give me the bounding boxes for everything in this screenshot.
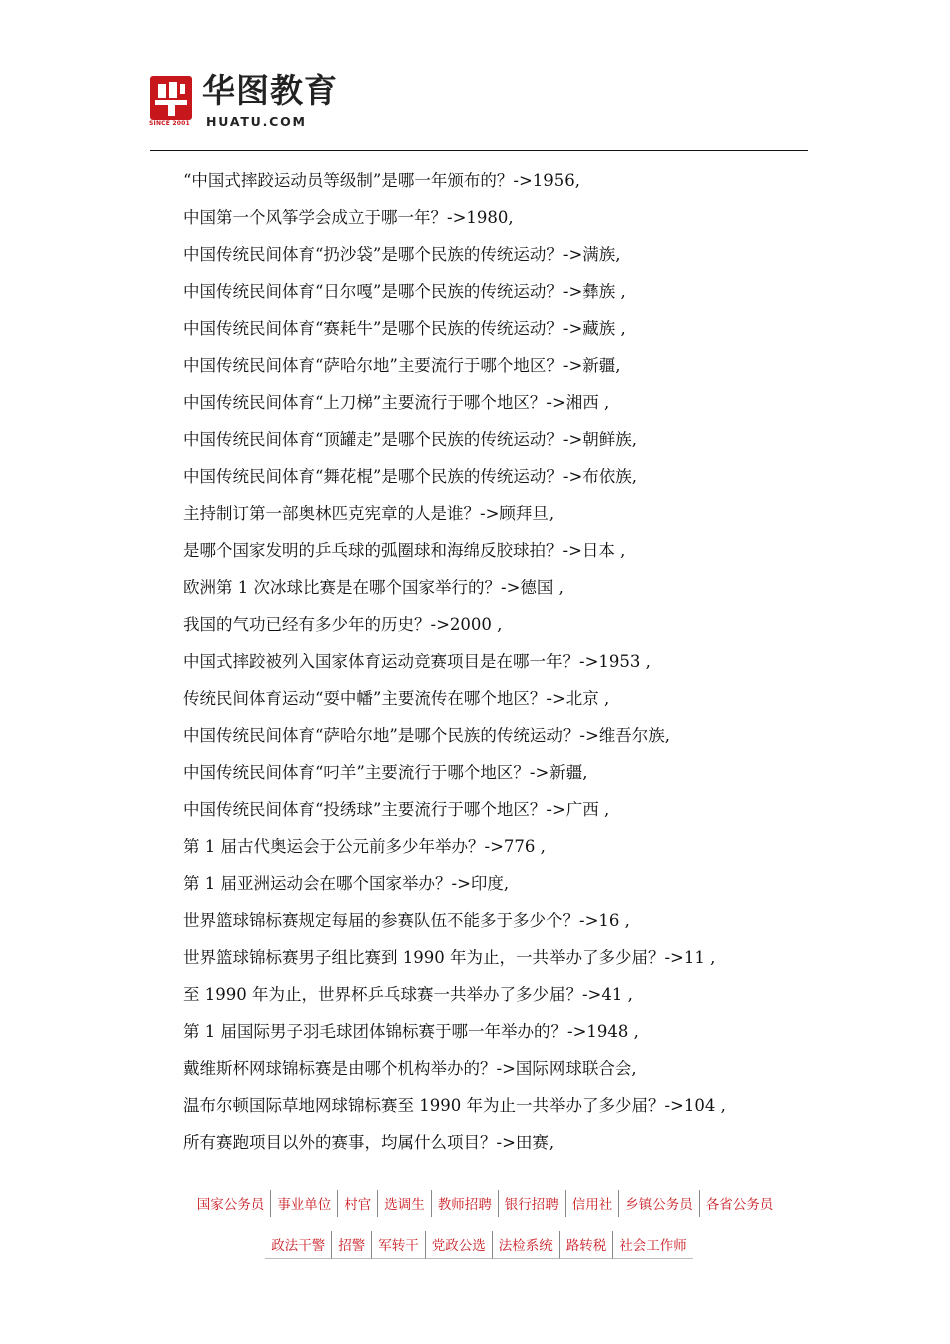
qa-line: 温布尔顿国际草地网球锦标赛至 1990 年为止一共举办了多少届？->104 ,: [183, 1096, 726, 1115]
footer-nav-row-1: [20, 1190, 950, 1217]
qa-line: 中国传统民间体育“叼羊”主要流行于哪个地区？->新疆,: [183, 763, 588, 782]
qa-line: 世界篮球锦标赛男子组比赛到 1990 年为止，一共举办了多少届？->11 ,: [183, 948, 716, 967]
qa-line: 中国传统民间体育“投绣球”主要流行于哪个地区？->广西 ,: [183, 800, 610, 819]
logo-since-text: SINCE 2001: [149, 120, 190, 127]
header: [149, 71, 810, 136]
qa-line: 第 1 届古代奥运会于公元前多少年举办？->776 ,: [183, 837, 546, 856]
qa-line: 中国传统民间体育“舞花棍”是哪个民族的传统运动？->布依族,: [183, 467, 638, 486]
qa-line: 中国传统民间体育“日尔嘎”是哪个民族的传统运动？->彝族 ,: [183, 282, 626, 301]
qa-line: “中国式摔跤运动员等级制”是哪一年颁布的？->1956,: [183, 171, 581, 190]
footer-link[interactable]: 路转税: [560, 1231, 614, 1259]
qa-line: 中国传统民间体育“上刀梯”主要流行于哪个地区？->湘西 ,: [183, 393, 610, 412]
logo-wordmark-cn: 华图教育: [202, 71, 338, 110]
footer-link[interactable]: 教师招聘: [432, 1190, 499, 1217]
qa-line: 传统民间体育运动“耍中幡”主要流传在哪个地区？->北京 ,: [183, 689, 610, 708]
footer-link[interactable]: 党政公选: [426, 1231, 493, 1259]
qa-line: 是哪个国家发明的乒乓球的弧圈球和海绵反胶球拍？->日本 ,: [183, 541, 626, 560]
qa-line: 戴维斯杯网球锦标赛是由哪个机构举办的？->国际网球联合会,: [183, 1059, 637, 1078]
logo-wordmark-en: HUATU.COM: [206, 114, 307, 129]
qa-line: 至 1990 年为止，世界杯乒乓球赛一共举办了多少届？->41 ,: [183, 985, 633, 1004]
qa-line: 中国式摔跤被列入国家体育运动竞赛项目是在哪一年？->1953 ,: [183, 652, 651, 671]
footer-link[interactable]: 选调生: [378, 1190, 432, 1217]
qa-line: 第 1 届国际男子羽毛球团体锦标赛于哪一年举办的？->1948 ,: [183, 1022, 639, 1041]
qa-line: 第 1 届亚洲运动会在哪个国家举办？->印度,: [183, 874, 510, 893]
footer-link[interactable]: 事业单位: [271, 1190, 338, 1217]
header-divider: [150, 150, 808, 151]
footer-link[interactable]: 法检系统: [493, 1231, 560, 1259]
qa-line: 中国传统民间体育“顶罐走”是哪个民族的传统运动？->朝鲜族,: [183, 430, 638, 449]
footer-link[interactable]: 乡镇公务员: [619, 1190, 700, 1217]
qa-line: 世界篮球锦标赛规定每届的参赛队伍不能多于多少个？->16 ,: [183, 911, 630, 930]
footer-link[interactable]: 军转干: [372, 1231, 426, 1259]
footer-link[interactable]: 政法干警: [265, 1231, 332, 1259]
footer-link[interactable]: 银行招聘: [499, 1190, 566, 1217]
footer-link[interactable]: 招警: [332, 1231, 372, 1259]
qa-line: 所有赛跑项目以外的赛事，均属什么项目？->田赛,: [183, 1133, 555, 1152]
qa-line: 中国传统民间体育“萨哈尔地”主要流行于哪个地区？->新疆,: [183, 356, 621, 375]
footer-nav-row-2: [8, 1231, 950, 1259]
footer-link[interactable]: 村官: [338, 1190, 378, 1217]
qa-line: 我国的气功已经有多少年的历史？->2000 ,: [183, 615, 503, 634]
qa-line: 主持制订第一部奥林匹克宪章的人是谁？->顾拜旦,: [183, 504, 555, 523]
qa-line: 中国第一个风筝学会成立于哪一年？->1980,: [183, 208, 514, 227]
huatu-logo-icon: [150, 76, 192, 120]
document-body: [183, 162, 823, 1161]
qa-line: 中国传统民间体育“扔沙袋”是哪个民族的传统运动？->满族,: [183, 245, 621, 264]
footer-nav: [0, 1190, 950, 1259]
footer-link[interactable]: 社会工作师: [613, 1231, 693, 1259]
footer-link[interactable]: 信用社: [566, 1190, 620, 1217]
footer-link[interactable]: 各省公务员: [705, 1197, 774, 1212]
footer-link[interactable]: 国家公务员: [191, 1190, 272, 1217]
qa-line: 中国传统民间体育“赛耗牛”是哪个民族的传统运动？->藏族 ,: [183, 319, 626, 338]
qa-line: 欧洲第 1 次冰球比赛是在哪个国家举行的？->德国 ,: [183, 578, 564, 597]
qa-line: 中国传统民间体育“萨哈尔地”是哪个民族的传统运动？->维吾尔族,: [183, 726, 671, 745]
